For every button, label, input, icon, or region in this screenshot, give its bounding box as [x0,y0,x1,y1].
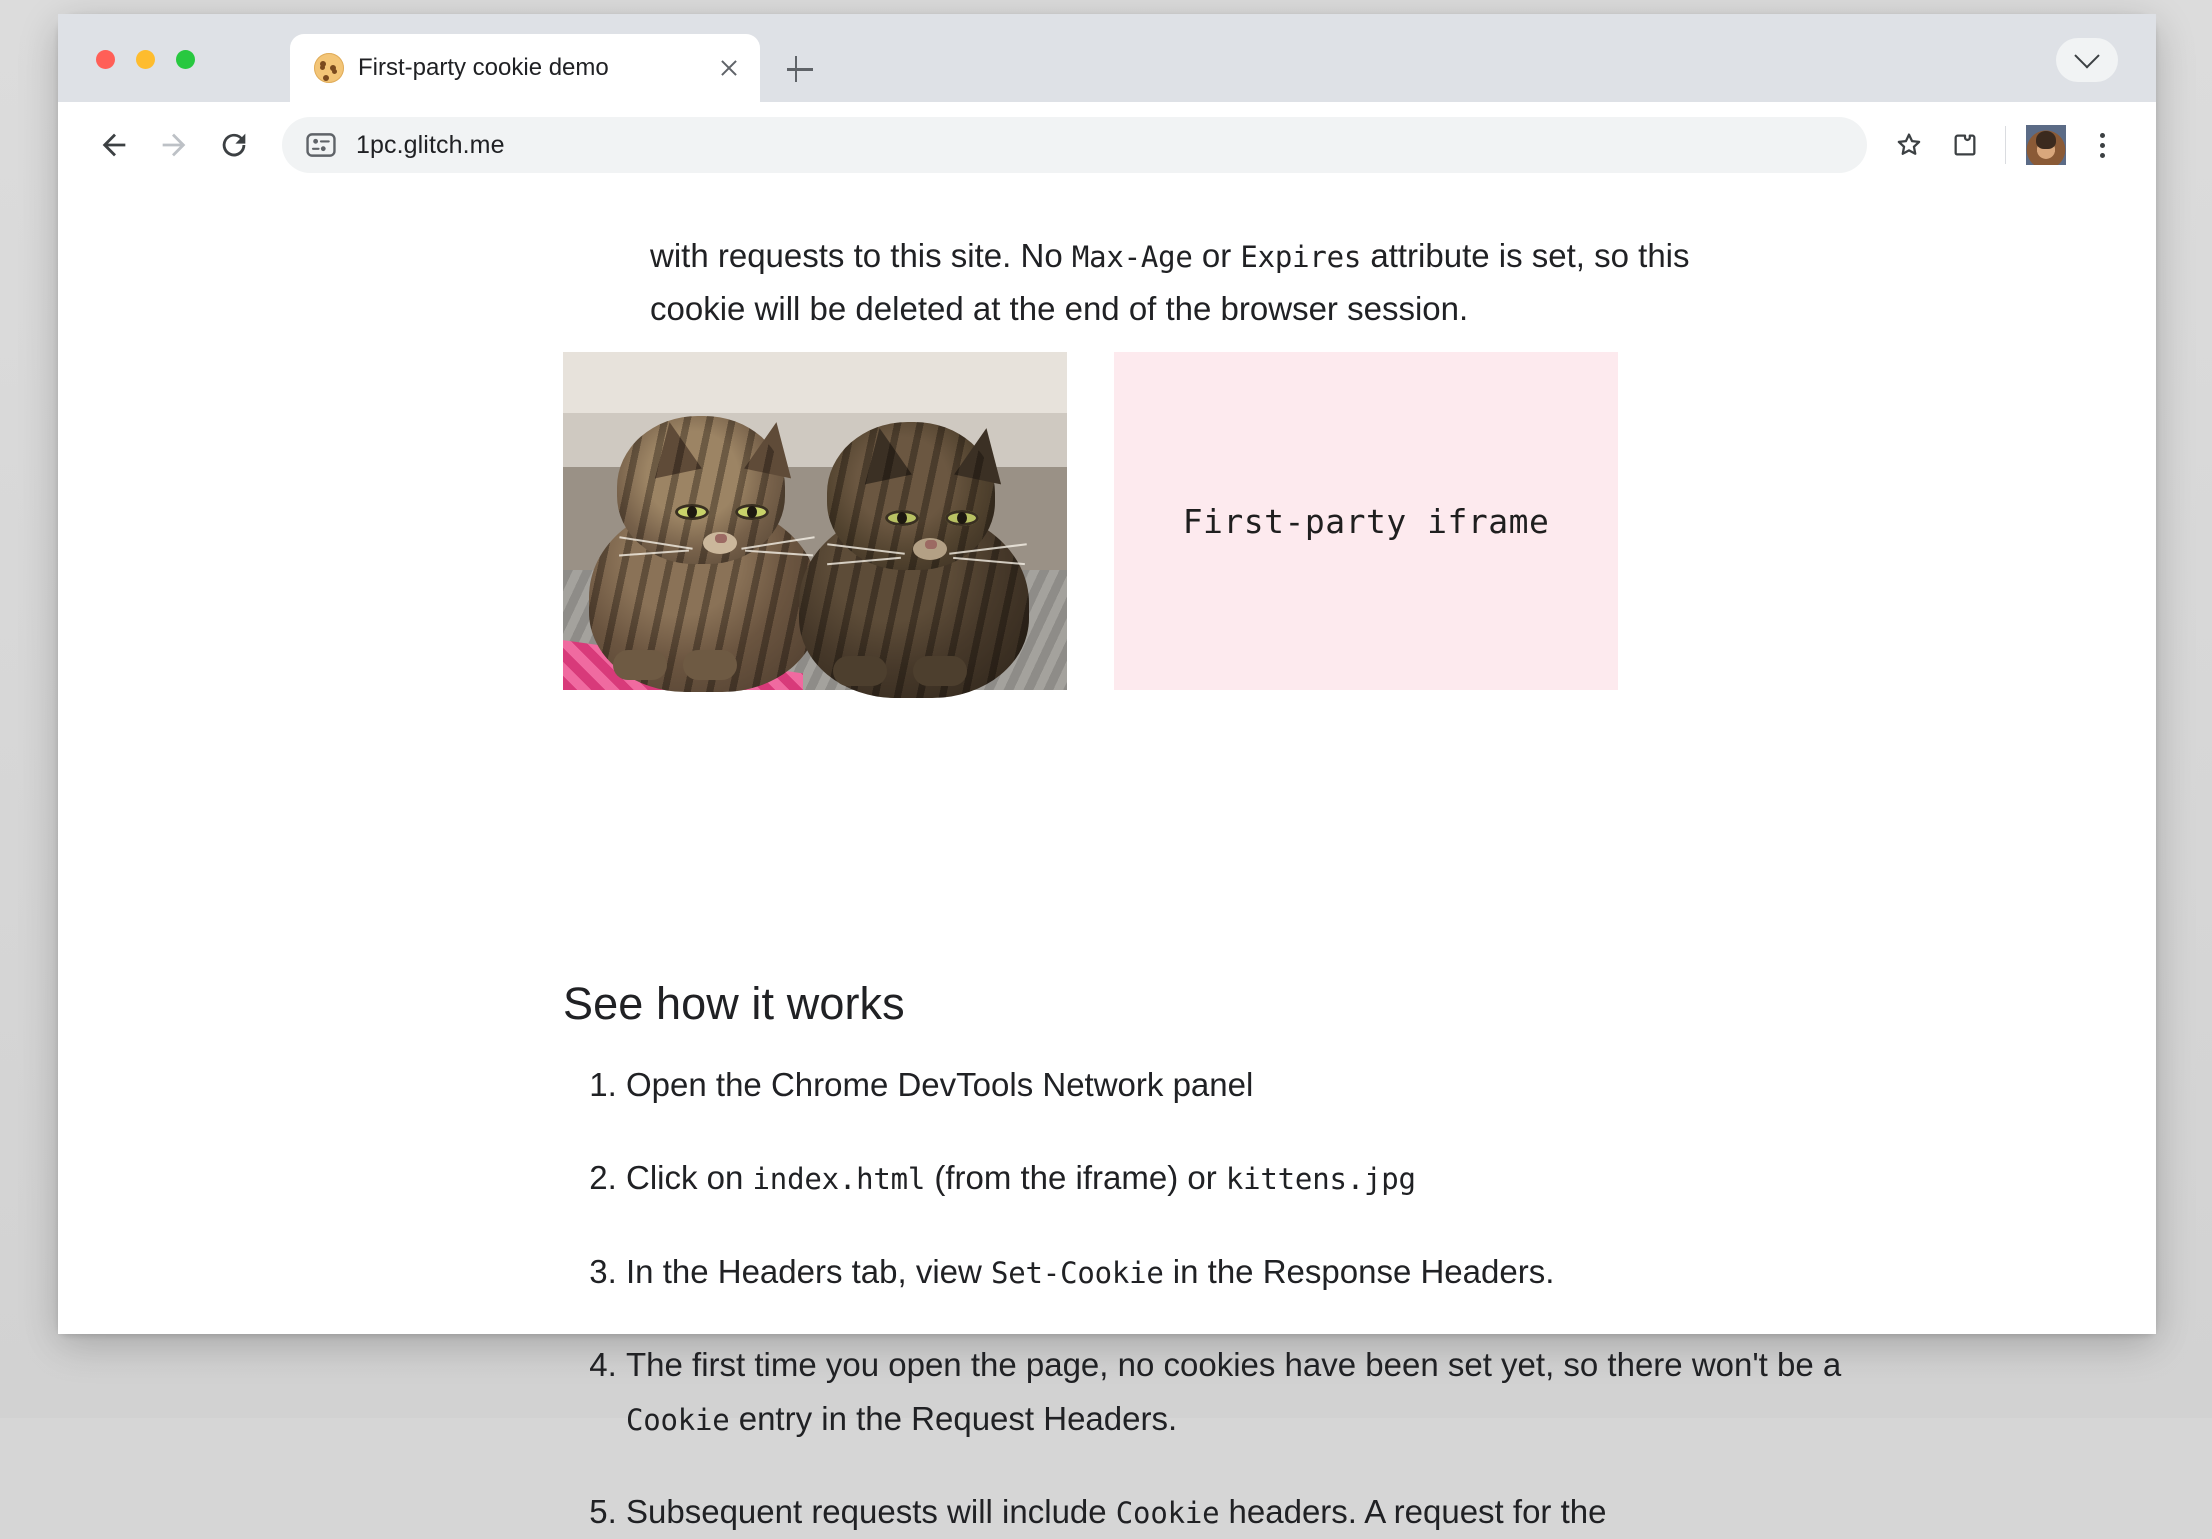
list-item: 4. The first time you open the page, no cookies have been set yet, so there won't be a Cookie entry in the Request Headers. [626,1338,1866,1445]
new-tab-button[interactable] [783,52,817,86]
section-title: See how it works [563,978,905,1029]
tab-search-button[interactable] [2056,38,2118,82]
back-arrow-icon [97,128,131,162]
bookmark-button[interactable] [1881,117,1937,173]
close-icon[interactable] [712,51,746,85]
list-item: 2. Click on index.html (from the iframe) or kittens.jpg [626,1151,1866,1204]
extensions-icon [1949,129,1981,161]
address-bar[interactable] [282,117,1867,173]
toolbar-divider [2005,126,2006,164]
kittens-image[interactable] [563,352,1067,690]
browser-tab[interactable] [290,34,760,102]
first-party-iframe[interactable] [1114,352,1618,690]
back-button[interactable] [84,115,144,175]
intro-paragraph: with requests to this site. No Max-Age or Expires attribute is set, so this cookie will be deleted at the end of the browser session. [650,237,1690,328]
list-item: 5. Subsequent requests will include Cookie headers. A request for the [626,1485,1866,1538]
tab-strip [58,14,2156,102]
iframe-label: First-party iframe [1182,501,1550,541]
page-viewport [58,188,2156,1531]
extensions-button[interactable] [1937,117,1993,173]
maximize-window-button[interactable] [176,50,195,69]
close-window-button[interactable] [96,50,115,69]
profile-button[interactable] [2018,117,2074,173]
minimize-window-button[interactable] [136,50,155,69]
list-item: 3. In the Headers tab, view Set-Cookie in the Response Headers. [626,1245,1866,1298]
kitten-right [793,388,1053,688]
browser-toolbar [58,102,2156,188]
site-settings-icon[interactable] [304,128,338,162]
tab-title: First-party cookie demo [358,54,609,81]
steps-list [563,1058,1866,1539]
url-text: 1pc.glitch.me [356,130,505,159]
forward-button[interactable] [144,115,204,175]
kitten-left [583,382,823,682]
cookie-icon [314,53,344,83]
reload-button[interactable] [204,115,264,175]
chevron-down-icon [2074,43,2099,68]
forward-arrow-icon [157,128,191,162]
window-controls [96,50,195,69]
three-dots-icon[interactable] [2074,117,2130,173]
avatar [2026,125,2066,165]
media-row [563,352,1618,690]
reload-icon [217,128,251,162]
star-icon [1893,129,1925,161]
browser-window [58,14,2156,1531]
list-item: 1. Open the Chrome DevTools Network panel [626,1058,1866,1111]
